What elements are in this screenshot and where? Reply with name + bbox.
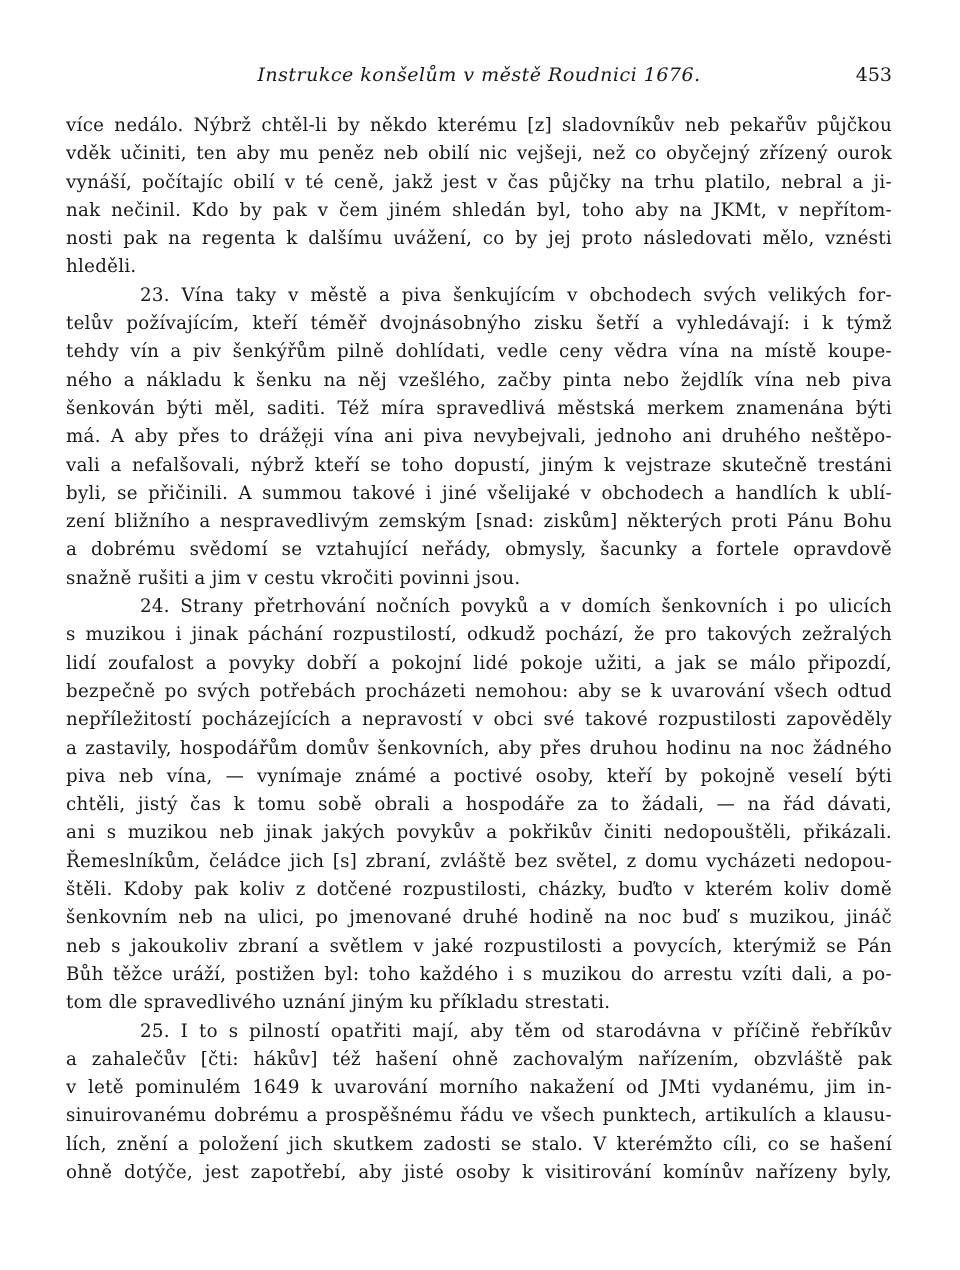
text-line: nepříležitostí pocházejících a nepravostí v obci své takové rozpustilosti zapověděly: [66, 709, 892, 731]
text-line: Řemeslníkům, čeládce jich [s] zbraní, zvláště bez světel, z domu vycházeti nedopou-: [66, 850, 892, 872]
text-line: bezpečně po svých potřebách procházeti nemohou: aby se k uvarování všech odtud: [66, 680, 892, 702]
text-line: chtěli, jistý čas k tomu sobě obrali a hospodáře za to žádali, — na řád dávati,: [66, 794, 892, 816]
text-line: Bůh těžce uráží, postižen byl: toho každého i s muzikou do arrestu vzíti dali, a po-: [66, 963, 892, 985]
text-line: šenkovním neb na ulici, po jmenované druhé hodině na noc buď s muzikou, jináč: [66, 907, 892, 929]
text-line: má. A aby přes to dráže̜ji vína ani piva nevybejvali, jednoho ani druhého neštěpo-: [66, 426, 892, 448]
text-line: nak nečinil. Kdo by pak v čem jiném shledán byl, toho aby na JKMt, v nepřítom-: [66, 199, 892, 221]
text-line: snažně rušiti a jim v cestu vkročiti povinni jsou.: [66, 567, 521, 589]
text-line: šenkován býti měl, saditi. Též míra spravedlivá městská merkem znamenána býti: [66, 397, 892, 419]
text-line: ohně dotýče, jest zapotřebí, aby jisté osoby k visitirování komínův nařízeny byly,: [66, 1161, 892, 1183]
text-line: byli, se přičinili. A summou takové i jiné všelijaké v obchodech a handlích k ublí-: [66, 482, 892, 504]
text-line: zení bližního a nespravedlivým zemským [snad: ziskům] některých proti Pánu Bohu: [66, 511, 892, 533]
text-line: více nedálo. Nýbrž chtěl-li by někdo kterému [z] sladovníkův neb pekařův půjčkou: [66, 115, 892, 136]
text-line: 25. I to s pilností opatřiti mají, aby těm od starodávna v příčině řebříkův: [140, 1020, 892, 1042]
text-line: hleděli.: [66, 256, 137, 278]
text-line: v letě pominulém 1649 k uvarování morního nakažení od JMti vydanému, jim in-: [66, 1077, 892, 1099]
text-line: a zastavily, hospodářům domův šenkovních, aby přes druhou hodinu na noc žádného: [66, 737, 892, 759]
text-line: nosti pak na regenta k dalšímu uvážení, co by jej proto následovati mělo, vznésti: [66, 228, 892, 250]
text-line: telův požívajícím, kteří téměř dvojnásobnýho zisku šetří a vyhledávají: i k týmž: [66, 313, 892, 335]
text-line: tom dle spravedlivého uznání jiným ku příkladu strestati.: [66, 992, 611, 1014]
text-line: tehdy vín a piv šenkýřům pilně dohlídati, vedle ceny vědra vína na místě koupe-: [66, 341, 892, 363]
body-text: [66, 112, 892, 1187]
text-line: štěli. Kdoby pak koliv z dotčené rozpustilosti, cházky, buďto v kterém koliv domě: [66, 879, 892, 901]
text-line: piva neb vína, — vynímaje známé a poctivé osoby, kteří by pokojně veselí býti: [66, 765, 892, 787]
text-line: lidí zoufalost a povyky dobří a pokojní lidé pokoje užiti, a jak se málo připozdí,: [66, 652, 892, 674]
running-title: Instrukce konšelům v městě Roudnici 1676.: [257, 64, 701, 86]
text-line: ného a nákladu k šenku na něj vzešlého, začby pinta nebo žejdlík vína neb piva: [66, 369, 892, 391]
text-line: a dobrému svědomí se vztahující neřády, obmysly, šacunky a fortele opravdově: [66, 539, 892, 561]
text-line: ani s muzikou neb jinak jakých povykův a pokřikův činiti nedopouštěli, přikázali.: [66, 822, 892, 844]
text-line: a zahalečův [čti: hákův] též hašení ohně zachovalým nařízením, obzvláště pak: [66, 1048, 892, 1070]
text-line: vynáší, počítajíc obilí v té ceně, jakž jest v čas půjčky na trhu platilo, nebral a ji-: [66, 171, 892, 193]
text-line: 24. Strany přetrhování nočních povyků a v domích šenkovních i po ulicích: [140, 596, 892, 618]
page-number: 453: [855, 64, 892, 86]
text-line: s muzikou i jinak páchání rozpustilostí, odkudž pochází, že pro takových zežralých: [66, 624, 892, 646]
text-line: 23. Vína taky v městě a piva šenkujícím v obchodech svých velikých for-: [140, 284, 892, 306]
text-line: vali a nefalšovali, nýbrž kteří se toho dopustí, jiným k vejstraze skutečně trestáni: [66, 454, 892, 476]
text-line: sinuirovanému dobrému a prospěšnému řádu ve všech punktech, artikulích a klausu-: [66, 1105, 892, 1127]
text-line: neb s jakoukoliv zbraní a světlem v jaké rozpustilosti a povycích, kterýmiž se Pán: [66, 935, 892, 957]
running-head: [66, 64, 892, 94]
text-line: lích, znění a položení jich skutkem zadosti se stalo. V kterémžto cíli, co se hašení: [66, 1133, 892, 1155]
text-line: vděk učiniti, ten aby mu peněz neb obilí nic vejšeji, než co obyčejný zřízený ourok: [66, 143, 892, 165]
